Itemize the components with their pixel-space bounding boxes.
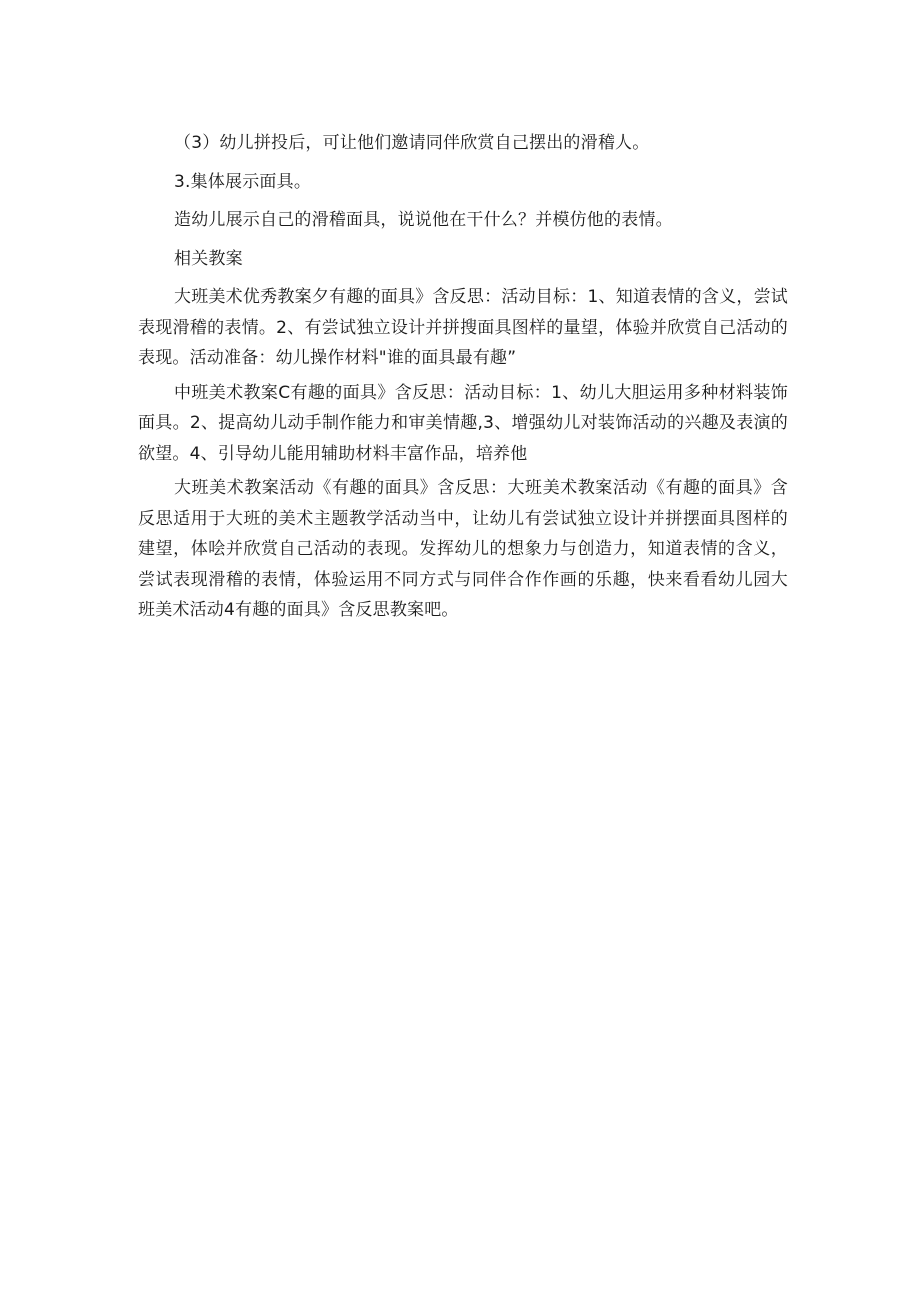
related-plan-2: 中班美术教案C有趣的面具》含反思：活动目标：1、幼儿大胆运用多种材料装饰面具。2、提高幼儿动手制作能力和审美情趣,3、增强幼儿对装饰活动的兴趣及表演的欲望。4、引导幼儿能用辅助材料丰富作品，培养他 — [138, 382, 788, 464]
document-body — [138, 128, 788, 630]
related-plan-1: 大班美术优秀教案夕有趣的面具》含反思：活动目标：1、知道表情的含义，尝试表现滑稽的表情。2、有尝试独立设计并拼搜面具图样的量望，体验并欣赏自己活动的表现。活动准备：幼儿操作材料"谁的面具最有趣” — [138, 287, 788, 368]
paragraph-show-masks-heading: 3.集体展示面具。 — [174, 171, 312, 192]
related-plan-3: 大班美术教案活动《有趣的面具》含反思：大班美术教案活动《有趣的面具》含反思适用于大班的美术主题教学活动当中，让幼儿有尝试独立设计并拼摆面具图样的建望，体哙并欣赏自己活动的表现。发挥幼儿的想象力与创造力，知道表情的含义，尝试表现滑稽的表情，体验运用不同方式与同伴合作作画的乐趣，快来看看幼儿园大班美术活动4有趣的面具》含反思教案吧。 — [138, 478, 788, 620]
paragraph-show-masks: 造幼儿展示自己的滑稽面具，说说他在干什么？并模仿他的表情。 — [174, 210, 673, 230]
related-plans-heading: 相关教案 — [174, 248, 243, 269]
paragraph-step-3: （3）幼儿拼投后，可让他们邀请同伴欣赏自己摆出的滑稽人。 — [174, 133, 650, 153]
